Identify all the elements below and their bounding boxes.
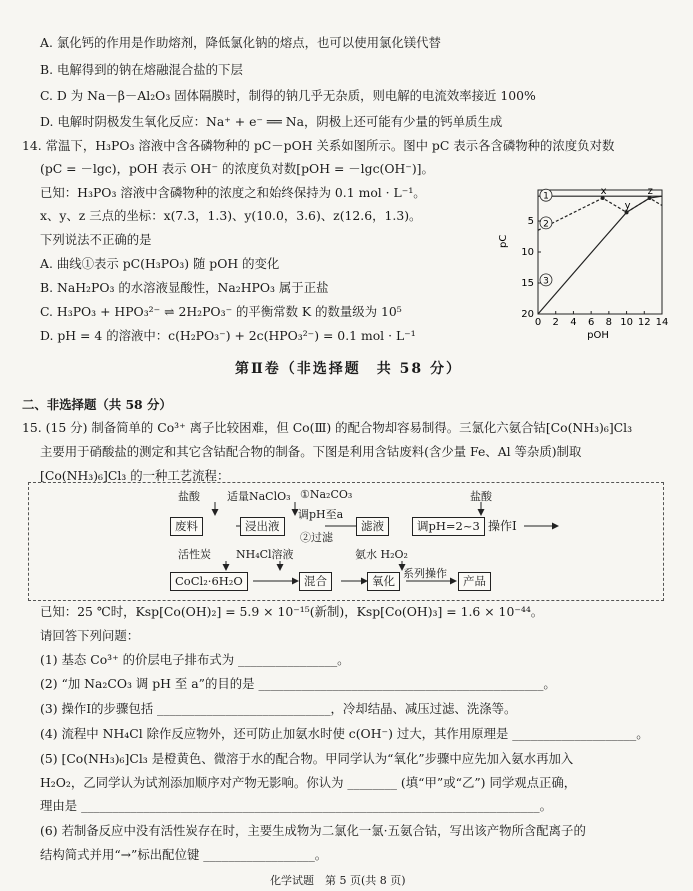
x-tick-label: 8 bbox=[605, 317, 613, 328]
point-label: x bbox=[600, 186, 607, 198]
q14-option-a: A. 曲线①表示 pC(H₃PO₃) 随 pOH 的变化 bbox=[40, 256, 280, 271]
q13-option-b: B. 电解得到的钠在熔融混合盐的下层 bbox=[40, 62, 243, 77]
flow-box-waste: 废料 bbox=[170, 517, 203, 536]
q15-ask: 请回答下列问题： bbox=[40, 628, 140, 643]
point-label: y bbox=[624, 200, 631, 212]
q15-sub-4: (4) 流程中 NH₄Cl 除作反应物外，还可防止加氨水时使 c(OH⁻) 过大，其作用原理是 ____________________。 bbox=[40, 726, 649, 741]
q15-sub-3: (3) 操作Ⅰ的步骤包括 ____________________________，冷却结晶、减压过滤、洗涤等。 bbox=[40, 701, 517, 716]
page-footer: 化学试题 第 5 页(共 8 页) bbox=[270, 874, 406, 887]
flow-box-product: 产品 bbox=[458, 572, 491, 591]
pc-poh-chart bbox=[498, 176, 678, 346]
q15-sub-6-line2: 结构简式并用“→”标出配位键 __________________。 bbox=[40, 847, 328, 862]
label-filter: ②过滤 bbox=[300, 531, 333, 544]
x-tick-label: 14 bbox=[655, 317, 669, 328]
q15-sub-5-line3: 理由是 __________________________________________________________________________。 bbox=[40, 798, 552, 813]
q15-sub-6-line1: (6) 若制备反应中没有活性炭存在时，主要生成物为二氯化一氯·五氨合钴，写出该产物所含配离子的 bbox=[40, 823, 586, 838]
label-operation-1: 操作Ⅰ bbox=[488, 519, 517, 533]
q13-option-a: A. 氯化钙的作用是作助熔剂，降低氯化钠的熔点，也可以使用氯化镁代替 bbox=[40, 35, 441, 50]
q14-option-b: B. NaH₂PO₃ 的水溶液显酸性，Na₂HPO₃ 属于正盐 bbox=[40, 280, 329, 295]
q14-prompt: 下列说法不正确的是 bbox=[40, 232, 152, 247]
flow-box-mix: 混合 bbox=[299, 572, 332, 591]
q14-option-d: D. pH = 4 的溶液中：c(H₂PO₃⁻) + 2c(HPO₃²⁻) = 0.1 mol · L⁻¹ bbox=[40, 328, 416, 343]
series-label: 2 bbox=[543, 219, 549, 230]
label-adjust-ph-a: 调pH至a bbox=[298, 508, 344, 521]
series-line-3 bbox=[538, 196, 662, 314]
q14-coords: x、y、z 三点的坐标：x(7.3，1.3)、y(10.0，3.6)、z(12.6，1.3)。 bbox=[40, 208, 422, 223]
q15-sub-2: (2) “加 Na₂CO₃ 调 pH 至 a”的目的是 ______________________________________________。 bbox=[40, 676, 556, 691]
part2-heading: 二、非选择题（共 58 分） bbox=[22, 397, 172, 412]
flow-box-leachate: 浸出液 bbox=[240, 517, 285, 536]
label-series-operation: 系列操作 bbox=[403, 567, 447, 580]
reagent-hcl-1: 盐酸 bbox=[178, 490, 200, 503]
series-line-2 bbox=[538, 198, 662, 230]
flow-box-adjust-ph: 调pH=2~3 bbox=[412, 517, 485, 536]
reagent-nh4cl: NH₄Cl溶液 bbox=[236, 548, 294, 561]
x-tick-label: 4 bbox=[570, 317, 577, 328]
q14-stem-line2: (pC = －lgc)，pOH 表示 OH⁻ 的浓度负对数[pOH = －lgc(OH⁻)]。 bbox=[40, 161, 434, 176]
series-label: 1 bbox=[543, 191, 549, 202]
reagent-hcl-2: 盐酸 bbox=[470, 490, 492, 503]
part2-title: 第Ⅱ卷（非选择题 共 58 分） bbox=[235, 361, 463, 377]
x-tick-label: 12 bbox=[637, 317, 651, 328]
y-tick-label: 10 bbox=[521, 247, 534, 258]
x-tick-label: 2 bbox=[552, 317, 559, 328]
x-tick-label: 10 bbox=[620, 317, 633, 328]
q15-intro-line3: [Co(NH₃)₆]Cl₃ 的一种工艺流程： bbox=[40, 468, 230, 483]
chart-ylabel: pC bbox=[498, 234, 509, 248]
q13-option-c: C. D 为 Na－β－Al₂O₃ 固体隔膜时，制得的钠几乎无杂质，则电解的电流效率接近 100% bbox=[40, 88, 536, 103]
series-label: 3 bbox=[543, 276, 549, 287]
y-tick-label: 15 bbox=[521, 278, 534, 289]
x-tick-label: 0 bbox=[534, 317, 542, 328]
q14-option-c: C. H₃PO₃ + HPO₃²⁻ ⇌ 2H₂PO₃⁻ 的平衡常数 K 的数量级为 10⁵ bbox=[40, 304, 402, 319]
q15-sub-5-line2: H₂O₂，乙同学认为试剂添加顺序对产物无影响。你认为 ________ (填“甲”或“乙”) 同学观点正确， bbox=[40, 775, 577, 790]
q15-intro-line2: 主要用于硝酸盐的测定和其它含钴配合物的制备。下图是利用含钴废料(含少量 Fe、Al 等杂质)制取 bbox=[40, 444, 582, 459]
q14-known: 已知：H₃PO₃ 溶液中含磷物种的浓度之和始终保持为 0.1 mol · L⁻¹。 bbox=[40, 185, 426, 200]
q15-sub-1: (1) 基态 Co³⁺ 的价层电子排布式为 ________________。 bbox=[40, 652, 350, 667]
chart-frame bbox=[538, 190, 662, 314]
point-label: z bbox=[647, 186, 653, 198]
flow-box-cocl2: CoCl₂·6H₂O bbox=[170, 572, 248, 591]
reagent-naclo3: 适量NaClO₃ bbox=[227, 490, 291, 503]
flow-box-filtrate: 滤液 bbox=[356, 517, 389, 536]
q14-stem-line1: 14. 常温下，H₃PO₃ 溶液中含各磷物种的 pC－pOH 关系如图所示。图中 pC 表示各含磷物种的浓度负对数 bbox=[22, 138, 615, 153]
q15-sub-5-line1: (5) [Co(NH₃)₆]Cl₃ 是橙黄色、微溶于水的配合物。甲同学认为“氧化”步骤中应先加入氨水再加入 bbox=[40, 751, 574, 766]
reagent-na2co3: ①Na₂CO₃ bbox=[300, 488, 353, 501]
chart-xlabel: pOH bbox=[587, 330, 609, 341]
reagent-ammonia-h2o2: 氨水 H₂O₂ bbox=[355, 548, 408, 561]
q15-ksp-known: 已知：25 ℃时，Ksp[Co(OH)₂] = 5.9 × 10⁻¹⁵(新制)，Ksp[Co(OH)₃] = 1.6 × 10⁻⁴⁴。 bbox=[40, 604, 544, 619]
flow-box-oxidize: 氧化 bbox=[367, 572, 400, 591]
y-tick-label: 5 bbox=[527, 216, 534, 227]
x-tick-label: 6 bbox=[587, 317, 595, 328]
reagent-carbon: 活性炭 bbox=[178, 548, 211, 561]
q13-option-d: D. 电解时阴极发生氧化反应：Na⁺ + e⁻ ══ Na，阴极上还可能有少量的钙单质生成 bbox=[40, 114, 503, 129]
q15-intro-line1: 15. (15 分) 制备简单的 Co³⁺ 离子比较困难，但 Co(Ⅲ) 的配合物却容易制得。三氯化六氨合钴[Co(NH₃)₆]Cl₃ bbox=[22, 420, 633, 435]
y-tick-label: 20 bbox=[521, 309, 534, 320]
